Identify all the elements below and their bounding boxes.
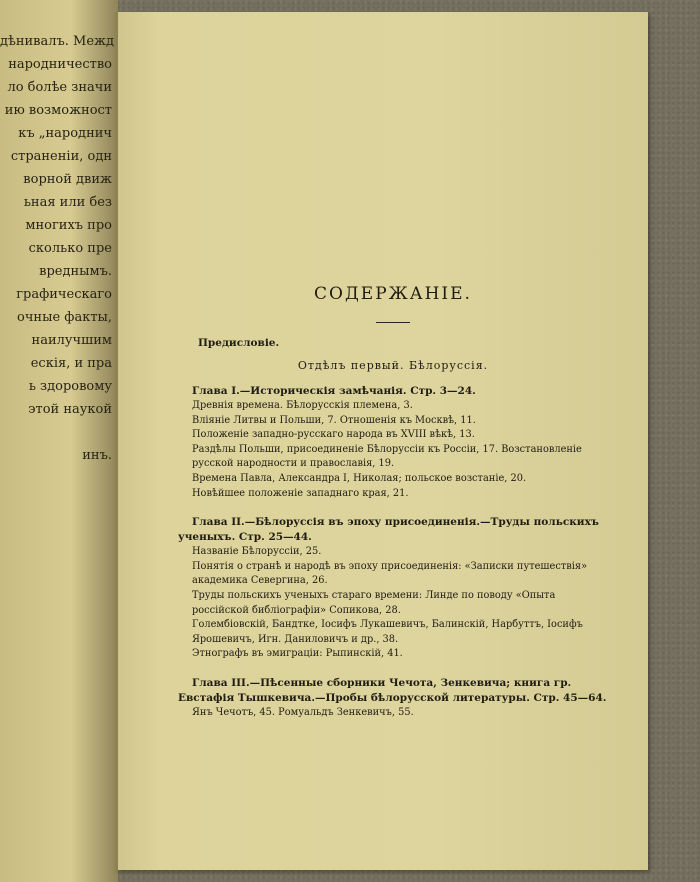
chapter-entry: Вліяніе Литвы и Польши, 7. Отношенія къ Москвѣ, 11.: [192, 414, 476, 426]
chapter-3: [178, 676, 608, 721]
preface-entry: Предисловіе.: [198, 337, 280, 349]
left-page: [0, 0, 118, 882]
chapter-entry: Названіе Бѣлоруссіи, 25.: [192, 546, 322, 558]
left-line: ь здоровому: [28, 379, 112, 394]
left-line: очные факты,: [17, 310, 112, 325]
left-line: наилучшим: [31, 333, 112, 348]
left-line: страненіи, одн: [10, 149, 112, 164]
section-heading: Отдѣлъ первый. Бѣлоруссія.: [297, 359, 489, 372]
table-of-contents: [178, 284, 608, 735]
chapter-1: [178, 384, 608, 501]
left-line: дѣнивалъ. Межд: [0, 34, 115, 49]
left-line: ворной движ: [23, 172, 112, 187]
chapter-entry: Новѣйшее положеніе западнаго края, 21.: [192, 487, 409, 499]
left-line: вреднымъ.: [39, 264, 112, 279]
left-line: ьная или без: [23, 195, 112, 210]
title-divider: [376, 322, 410, 323]
chapter-entry: Этнографъ въ эмиграціи: Рыпинскій, 41.: [192, 648, 403, 660]
left-line: ескія, и пра: [30, 356, 112, 371]
chapter-heading: Глава III.—Пѣсенные сборники Чечота, Зенкевича; книга гр. Евстафія Тышкевича.—Пробы бѣлорусской литературы. Стр. 45—64.: [178, 676, 607, 704]
chapter-entry: Понятія о странѣ и народѣ въ эпоху присоединенія: «Записки путешествія» академика Севергина, 26.: [192, 560, 588, 587]
chapter-entry: Времена Павла, Александра I, Николая; польское возстаніе, 20.: [192, 472, 527, 484]
chapter-heading: Глава I.—Историческія замѣчанія. Стр. 3—24.: [192, 385, 476, 397]
chapter-entry: Положеніе западно-русскаго народа въ XVIII вѣкѣ, 13.: [192, 429, 475, 441]
right-page: [116, 12, 648, 870]
left-line: сколько пре: [28, 241, 112, 256]
left-line: ло болѣе значи: [7, 80, 112, 95]
chapter-entry: Раздѣлы Польши, присоединеніе Бѣлоруссіи къ Россіи, 17. Возстановленіе русской народности и православія, 19.: [192, 443, 582, 470]
left-line: многихъ про: [25, 218, 112, 233]
chapter-entry: Труды польскихъ ученыхъ стараго времени: Линде по поводу «Опыта россійской библіографіи» Сопикова, 28.: [192, 589, 556, 616]
chapter-2: [178, 515, 608, 662]
chapter-heading: Глава II.—Бѣлоруссія въ эпоху присоединенія.—Труды польскихъ ученыхъ. Стр. 25—44.: [178, 516, 599, 544]
left-line: графическаго: [16, 287, 112, 302]
left-line: инъ.: [82, 448, 112, 463]
left-line: къ „народнич: [18, 126, 112, 141]
left-line: народничество: [8, 57, 112, 72]
left-page-text: [0, 30, 118, 467]
left-line: ию возможност: [4, 103, 112, 118]
left-line: этой наукой: [28, 402, 112, 417]
chapter-entry: Древнія времена. Бѣлорусскія племена, 3.: [192, 400, 413, 411]
page-title: СОДЕРЖАНІЕ.: [314, 284, 472, 304]
chapter-entry: Янъ Чечотъ, 45. Ромуальдъ Зенкевичъ, 55.: [192, 706, 414, 718]
left-line-gap: [0, 421, 112, 444]
chapter-entry: Голембіовскій, Бандтке, Іосифъ Лукашевичъ, Балинскій, Нарбуттъ, Іосифъ Ярошевичъ, Игн. Даниловичъ и др., 38.: [192, 619, 583, 645]
